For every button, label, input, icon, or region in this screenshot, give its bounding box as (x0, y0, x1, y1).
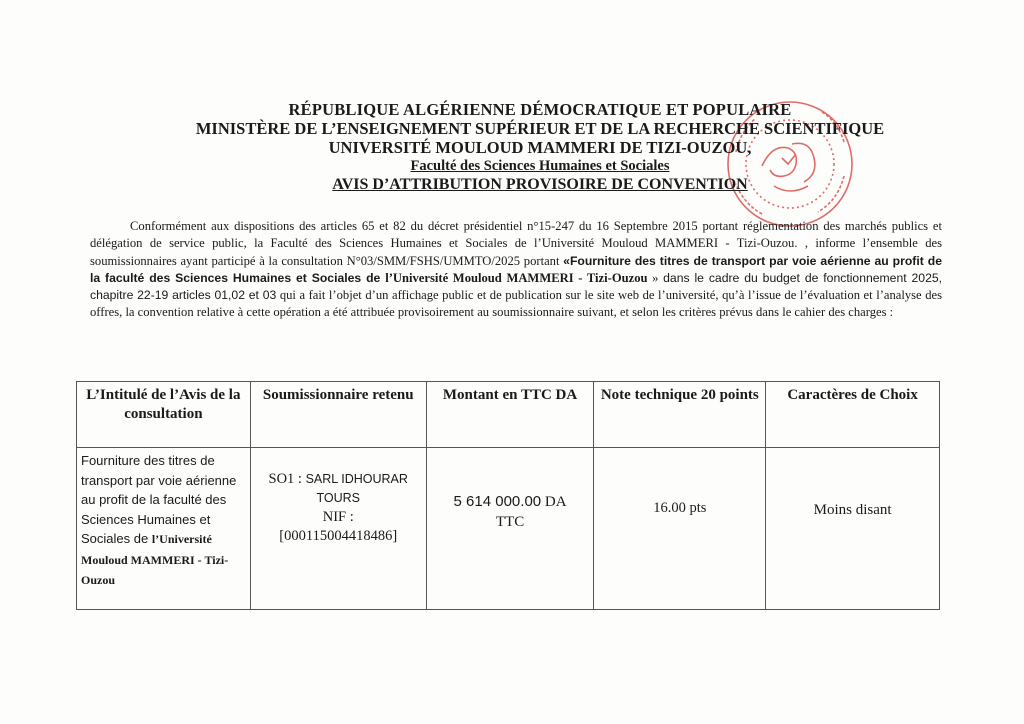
paragraph-conclusion: qui a fait l’objet d’un affichage public et de publication sur le site web de l’université, qu’à l’issue de l’évaluation et l’analyse des offres, la convention relative à cette opération a été attribuée provisoirement au soumissionnaire suivant, et selon les critères prévus dans le cahier des charges : (90, 288, 942, 320)
header-montant: Montant en TTC DA (426, 382, 594, 448)
header-note: Note technique 20 points (594, 382, 766, 448)
intitule-university: l’Université Mouloud MAMMERI - Tizi-Ouzou (81, 532, 229, 587)
paragraph-budget: dans le cadre du budget de fonctionnement 2025, chapitre 22-19 articles 01,02 et 03 (90, 270, 943, 303)
soumissionnaire-prefix: SO1 : (268, 471, 306, 487)
header-soumissionnaire: Soumissionnaire retenu (250, 382, 426, 448)
soumissionnaire-name: SARL IDHOURAR TOURS (305, 472, 408, 505)
header-criteres: Caractères de Choix (766, 382, 940, 448)
montant-ttc: TTC (495, 514, 525, 530)
cell-montant (426, 448, 594, 610)
notice-paragraph (90, 218, 942, 322)
soumissionnaire-nif: [000115004418486] (279, 528, 398, 544)
paragraph-quote-close: » (647, 270, 664, 285)
critere-value: Moins disant (813, 502, 892, 518)
table-header-row (77, 382, 940, 448)
paragraph-university: l’Université Mouloud MAMMERI - Tizi-Ouzou (385, 270, 648, 285)
montant-value: 5 614 000.00 (453, 493, 542, 510)
cell-intitule (77, 448, 251, 610)
university-title: UNIVERSITÉ MOULOUD MAMMERI DE TIZI-OUZOU, (328, 138, 752, 157)
cell-soumissionnaire (250, 448, 426, 610)
header-intitule: L’Intitulé de l’Avis de la consultation (77, 382, 251, 448)
paragraph-intro: Conformément aux dispositions des articles 65 et 82 du décret présidentiel n°15-247 du 16 Septembre 2015 portant réglementation des marchés publics et délégation de service public, la Faculté des Sciences Humaines et Sociales de l’Université Mouloud MAMMERI - Tizi-Ouzou. , informe l’ensemble des soumissionnaires ayant participé à la consultation N°03/SMM/FSHS/UMMTO/2025 portant (90, 219, 942, 268)
intitule-text: Fourniture des titres de transport par voie aérienne au profit de la faculté des Sciences Humaines et Sociales de (81, 453, 237, 546)
cell-critere (766, 448, 940, 610)
notice-title: AVIS D’ATTRIBUTION PROVISOIRE DE CONVENTION (332, 176, 748, 193)
attribution-table (76, 381, 940, 610)
table-row (77, 448, 940, 610)
ministry-title: MINISTÈRE DE L’ENSEIGNEMENT SUPÉRIEUR ET DE LA RECHERCHE SCIENTIFIQUE (195, 119, 885, 138)
cell-note (594, 448, 766, 610)
republic-title: RÉPUBLIQUE ALGÉRIENNE DÉMOCRATIQUE ET POPULAIRE (288, 100, 792, 119)
soumissionnaire-nif-label: NIF : (322, 509, 354, 525)
montant-unit: DA (544, 494, 567, 510)
paragraph-object: «Fourniture des titres de transport par voie aérienne au profit de la faculté des Sciences Humaines et Sociales de (90, 253, 942, 285)
faculty-title: Faculté des Sciences Humaines et Sociales (410, 158, 670, 174)
note-value: 16.00 pts (653, 500, 707, 516)
document-header (100, 100, 980, 194)
